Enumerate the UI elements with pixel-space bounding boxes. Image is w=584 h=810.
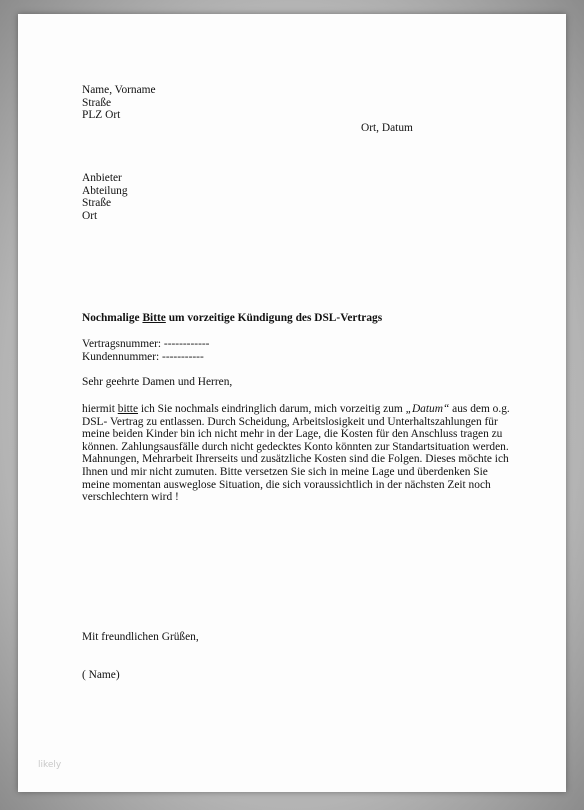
recipient-street: Straße <box>82 197 112 210</box>
letter-subject <box>82 312 382 325</box>
customer-number: Kundennummer: ----------- <box>82 350 204 363</box>
closing: Mit freundlichen Grüßen, <box>82 631 199 643</box>
letter-body <box>82 403 510 504</box>
body-line-1-underlined: bitte <box>117 403 138 415</box>
sender-street: Straße <box>82 96 112 109</box>
sender-address <box>82 84 156 122</box>
subject-part1: Nochmalige <box>82 312 143 324</box>
body-line-2: DSL- Vertrag zu entlassen. Durch Scheidung, Arbeitslosigkeit und Unterhaltszahlungen für <box>82 415 498 428</box>
body-line-1-b: ich Sie nochmals eindringlich darum, mich vorzeitig zum <box>138 403 406 415</box>
body-line-1 <box>82 403 510 416</box>
body-line-4: können. Zahlungsausfälle durch nicht gedecktes Konto könnten zur Standartsituation werden. <box>82 440 509 453</box>
subject-underlined: Bitte <box>142 312 166 324</box>
date-line: Ort, Datum <box>361 122 413 134</box>
reference-numbers <box>82 338 209 363</box>
body-line-1-a: hiermit <box>82 403 118 415</box>
body-line-1-c: aus dem o.g. <box>449 403 510 415</box>
body-line-5: Mahnungen, Mehrarbeit Ihrerseits und zusätzliche Kosten sind die Folgen. Dieses möchte ich <box>82 453 509 466</box>
body-line-6: Ihnen und mir nicht zumuten. Bitte versetzen Sie sich in meine Lage und überdenken Sie <box>82 465 488 478</box>
sender-city: PLZ Ort <box>82 109 121 122</box>
recipient-city: Ort <box>82 209 98 222</box>
body-line-1-italic: „Datum“ <box>405 403 450 415</box>
body-line-8: verschlechtern wird ! <box>82 491 179 504</box>
recipient-department: Abteilung <box>82 184 128 197</box>
watermark: likely <box>38 760 62 770</box>
salutation: Sehr geehrte Damen und Herren, <box>82 376 233 388</box>
body-line-3: meine beiden Kinder bin ich nicht mehr in der Lage, die Kosten für den Anschluss tragen zu <box>82 428 503 441</box>
recipient-address <box>82 172 128 222</box>
body-line-7: meine momentan ausweglose Situation, die sich voraussichtlich in der nächsten Zeit noch <box>82 478 491 491</box>
recipient-provider: Anbieter <box>82 172 122 184</box>
sender-name: Name, Vorname <box>82 84 156 96</box>
subject-part2: um vorzeitige Kündigung des DSL-Vertrags <box>165 312 383 324</box>
contract-number: Vertragsnummer: ------------ <box>82 338 210 350</box>
letter-page <box>18 14 566 792</box>
signature: ( Name) <box>82 669 120 681</box>
